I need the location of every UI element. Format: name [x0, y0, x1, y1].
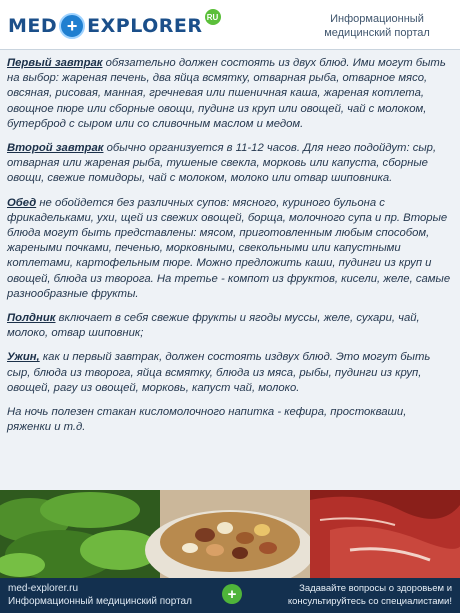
label-first-breakfast: Первый завтрак — [7, 57, 103, 69]
label-dinner: Ужин, — [7, 351, 40, 364]
article-body — [0, 50, 460, 490]
text-snack: включает в себя свежие фрукты и ягоды муссы, желе, сухари, чай, молоко, отвар шиповник; — [7, 312, 420, 340]
logo-plus-icon: + — [59, 13, 85, 39]
text-first-breakfast: обязательно должен состоять из двух блюд. Ими могут быть на выбор: жареная печень, два яйца всмятку, отварная рыба, отварное мясо, овсяная, рисовая, манная, гречневая или пшеничная каша, жареная котлета, овощное пюре или сборные овощи, пудинг из круп или овощей, чай с молоком, бутерброд с сыром или со сливочным маслом и медом. — [7, 57, 446, 130]
text-lunch: не обойдется без различных супов: мясного, куриного бульона с фрикадельками, ухи, щей из свежих овощей, борща, молочного супа и пр. Вторые блюда могут быть представлены: мясом, приготовленным любым способом, жареными почками, печенью, морковными, свекольными или капустными котлетами, картофельным пюре. Можно предложить каши, пудинги из круп и овощей, блюда из творога. На третье - компот из фруктов, кисели, желе, самые разнообразные фрукты. — [7, 196, 451, 300]
site-logo[interactable] — [8, 10, 221, 42]
text-second-breakfast: обычно организуется в 11-12 часов. Для него подойдут: сыр, отварная или жареная рыба, тушеные свекла, морковь или капуста, сборные овощи, свежие помидоры, чай с молоком, молоко или отвар шиповника. — [7, 142, 437, 185]
footer-plus-icon: + — [222, 584, 242, 604]
paragraph-first-breakfast — [7, 56, 453, 132]
text-dinner: как и первый завтрак, должен состоять издвух блюд. Это могут быть сыр, блюда из творога, яйца всмятку, блюда из мяса, рыбы, пудинги из круп, овощей, рагу из овощей, морковь, капуст чай, молоко. — [7, 351, 431, 394]
site-header — [0, 0, 460, 50]
label-snack: Полдник — [7, 312, 56, 325]
paragraph-second-breakfast — [7, 141, 453, 187]
food-photo-illustration — [0, 490, 460, 578]
logo-text-explorer: EXPLORER — [87, 15, 203, 37]
food-photo — [0, 490, 460, 578]
paragraph-lunch — [7, 196, 453, 302]
site-footer — [0, 578, 460, 613]
footer-site-url[interactable]: med-explorer.ru — [8, 583, 79, 594]
label-second-breakfast: Второй завтрак — [7, 142, 104, 155]
label-lunch: Обед — [7, 196, 37, 209]
logo-text-med: MED — [8, 15, 58, 37]
logo-ru-badge: RU — [205, 9, 221, 25]
footer-invite-text: Задавайте вопросы о здоровьем и консультируйтесь со специалистами! — [287, 583, 452, 607]
footer-site-info — [8, 582, 192, 608]
site-tagline: Информационный медицинский портал — [324, 13, 430, 39]
footer-site-description: Информационный медицинский портал — [8, 596, 192, 607]
paragraph-night: На ночь полезен стакан кисломолочного напитка - кефира, простокваши, ряженки и т.д. — [7, 406, 407, 434]
paragraph-dinner — [7, 350, 453, 396]
paragraph-snack — [7, 311, 453, 341]
